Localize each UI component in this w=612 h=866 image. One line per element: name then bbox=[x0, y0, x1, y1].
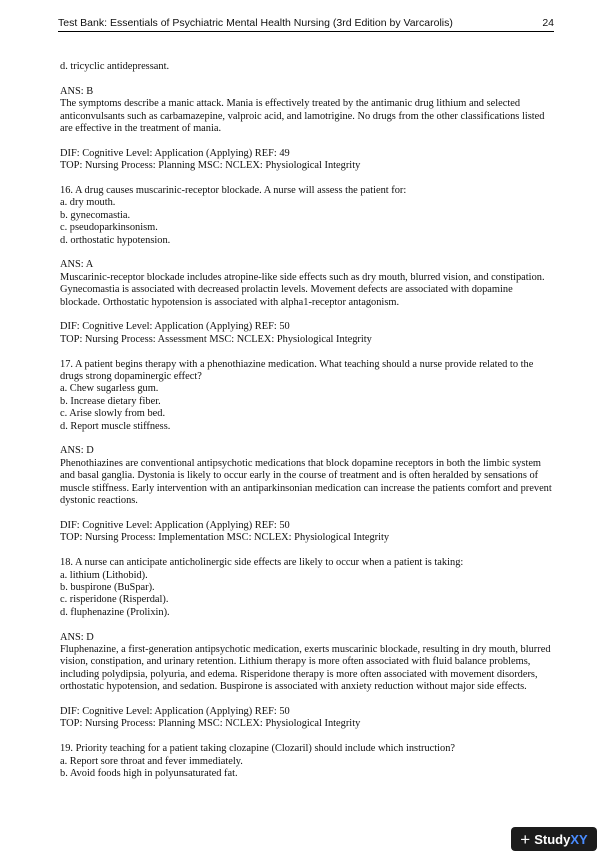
q18-option-b: b. buspirone (BuSpar). bbox=[60, 581, 155, 593]
q17-answer: ANS: D bbox=[60, 445, 94, 457]
q18-option-a: a. lithium (Lithobid). bbox=[60, 569, 148, 581]
q16-rationale: Muscarinic-receptor blockade includes atropine-like side effects such as dry mouth, blurred vision, and constipation. Gynecomastia is associated with decreased prolactin levels. Movement defects are associated with dopamine blockade. Orthostatic hypotension is associated with alpha1-receptor antagonism. bbox=[60, 271, 545, 308]
page-number: 24 bbox=[542, 17, 554, 29]
q19-stem: 19. Priority teaching for a patient taking clozapine (Clozaril) should include which instruction? bbox=[60, 743, 456, 755]
q18-option-d: d. fluphenazine (Prolixin). bbox=[60, 606, 170, 618]
q16-answer: ANS: A bbox=[60, 259, 94, 271]
q15-answer: ANS: B bbox=[60, 85, 94, 97]
q15-option-d: d. tricyclic antidepressant. bbox=[60, 61, 170, 72]
page-header bbox=[58, 17, 554, 32]
q19-option-b: b. Avoid foods high in polyunsaturated fat. bbox=[60, 767, 238, 779]
q16-difficulty: DIF: Cognitive Level: Application (Applying) REF: 50 bbox=[60, 321, 290, 333]
logo-text: StudyXY bbox=[534, 831, 588, 847]
q18-topic: TOP: Nursing Process: Planning MSC: NCLEX: Physiological Integrity bbox=[60, 718, 361, 730]
q19-option-a: a. Report sore throat and fever immediately. bbox=[60, 755, 243, 767]
q16-option-d: d. orthostatic hypotension. bbox=[60, 234, 171, 246]
plus-icon: + bbox=[520, 829, 531, 849]
q17-option-c: c. Arise slowly from bed. bbox=[60, 408, 166, 420]
q16-stem: 16. A drug causes muscarinic-receptor blockade. A nurse will assess the patient for: bbox=[60, 185, 407, 197]
studyxy-logo[interactable] bbox=[511, 827, 597, 851]
q18-rationale: Fluphenazine, a first-generation antipsychotic medication, exerts muscarinic blockade, resulting in dry mouth, blurred vision, constipation, and urinary retention. Lithium therapy is more often associated with fluid balance problems, including polydipsia, polyuria, and edema. Risperidone therapy is more often associated with movement disorders, orthostatic hypotension, and sedation. Buspirone is associated with anxiety reduction without major side effects. bbox=[60, 643, 551, 693]
q17-option-d: d. Report muscle stiffness. bbox=[60, 420, 171, 432]
q16-option-a: a. dry mouth. bbox=[60, 197, 116, 209]
q17-rationale: Phenothiazines are conventional antipsychotic medications that block dopamine receptors in both the limbic system and basal ganglia. Dystonia is likely to occur early in the course of treatment and is often heralded by sensations of muscle stiffness. Early intervention with an antiparkinsonian medication can increase the patients comfort and prevent dystonic reactions. bbox=[60, 457, 552, 507]
q17-difficulty: DIF: Cognitive Level: Application (Applying) REF: 50 bbox=[60, 519, 290, 531]
document-title: Test Bank: Essentials of Psychiatric Mental Health Nursing (3rd Edition by Varcarolis) bbox=[58, 17, 453, 29]
q18-option-c: c. risperidone (Risperdal). bbox=[60, 594, 169, 606]
q15-topic: TOP: Nursing Process: Planning MSC: NCLEX: Physiological Integrity bbox=[60, 160, 361, 172]
q17-stem: 17. A patient begins therapy with a phenothiazine medication. What teaching should a nurse provide related to the drugs strong dopaminergic effect? bbox=[60, 358, 534, 383]
q18-answer: ANS: D bbox=[60, 631, 94, 643]
q16-option-c: c. pseudoparkinsonism. bbox=[60, 222, 158, 234]
q17-option-b: b. Increase dietary fiber. bbox=[60, 395, 161, 407]
q15-difficulty: DIF: Cognitive Level: Application (Applying) REF: 49 bbox=[60, 147, 290, 159]
q17-topic: TOP: Nursing Process: Implementation MSC: NCLEX: Physiological Integrity bbox=[60, 532, 390, 544]
q16-topic: TOP: Nursing Process: Assessment MSC: NCLEX: Physiological Integrity bbox=[60, 333, 372, 345]
q15-rationale: The symptoms describe a manic attack. Mania is effectively treated by the antimanic drug lithium and selected anticonvulsants such as carbamazepine, valproic acid, and lamotrigine. No drugs from the other classifications listed are effective in the treatment of mania. bbox=[60, 98, 545, 135]
q17-option-a: a. Chew sugarless gum. bbox=[60, 383, 159, 395]
q18-difficulty: DIF: Cognitive Level: Application (Applying) REF: 50 bbox=[60, 705, 290, 717]
page-content bbox=[60, 61, 554, 780]
q18-stem: 18. A nurse can anticipate anticholinergic side effects are likely to occur when a patient is taking: bbox=[60, 557, 464, 569]
q16-option-b: b. gynecomastia. bbox=[60, 209, 131, 221]
